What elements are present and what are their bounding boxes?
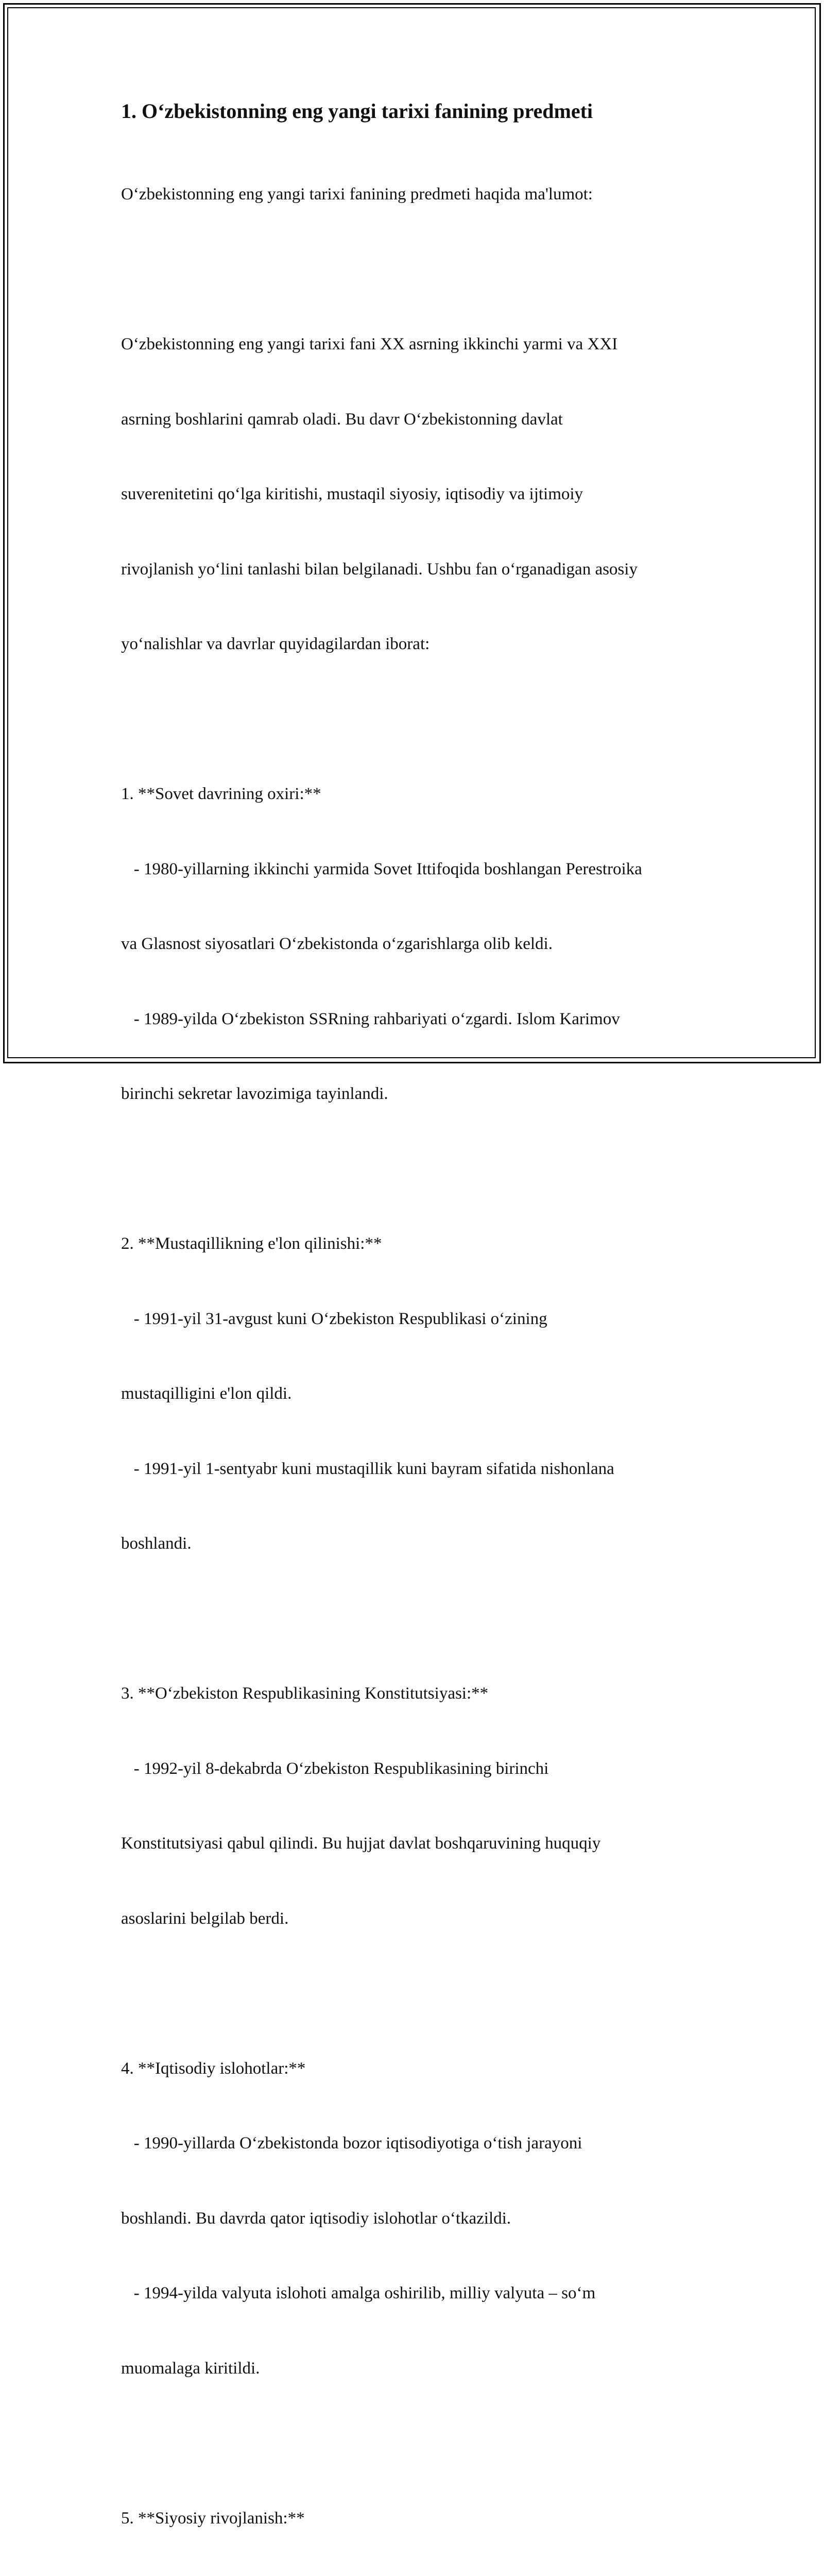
text-line: va Glasnost siyosatlari O‘zbekistonda o‘zgarishlarga olib keldi. — [121, 935, 553, 953]
text-line: 5. **Siyosiy rivojlanish:** — [121, 2509, 305, 2528]
text-line: O‘zbekistonning eng yangi tarixi fanining predmeti haqida ma'lumot: — [121, 185, 593, 204]
text-line: 1. **Sovet davrining oxiri:** — [121, 785, 321, 803]
text-line: - 1991-yil 1-sentyabr kuni mustaqillik kuni bayram sifatida nishonlana — [121, 1459, 614, 1478]
text-line: - 1991-yil 31-avgust kuni O‘zbekiston Respublikasi o‘zining — [121, 1309, 547, 1328]
text-line — [121, 1606, 708, 1632]
text-line: - 1994-yilda valyuta islohoti amalga oshirilib, milliy valyuta – so‘m — [121, 2284, 596, 2302]
text-line: yo‘nalishlar va davrlar quyidagilardan iborat: — [121, 635, 430, 653]
text-line: - 1980-yillarning ikkinchi yarmida Sovet Ittifoqida boshlangan Perestroika — [121, 859, 642, 878]
text-line: birinchi sekretar lavozimiga tayinlandi. — [121, 1084, 388, 1103]
text-line: - 1989-yilda O‘zbekiston SSRning rahbariyati o‘zgardi. Islom Karimov — [121, 1009, 620, 1028]
text-line: - 1992-yil 8-dekabrda O‘zbekiston Respublikasining birinchi — [121, 1759, 549, 1778]
text-line: suverenitetini qo‘lga kiritishi, mustaqil siyosiy, iqtisodiy va ijtimoiy — [121, 485, 583, 503]
text-line: boshlandi. Bu davrda qator iqtisodiy islohotlar o‘tkazildi. — [121, 2209, 511, 2228]
text-line: Konstitutsiyasi qabul qilindi. Bu hujjat davlat boshqaruvining huquqiy — [121, 1834, 601, 1853]
document-body — [121, 132, 708, 2576]
document-content — [121, 98, 708, 2576]
text-line — [121, 257, 708, 282]
text-line: boshlandi. — [121, 1534, 192, 1553]
text-line: muomalaga kiritildi. — [121, 2359, 260, 2378]
text-line: 3. **O‘zbekiston Respublikasining Konstitutsiyasi:** — [121, 1684, 489, 1703]
text-line: - 1990-yillarda O‘zbekistonda bozor iqtisodiyotiga o‘tish jarayoni — [121, 2134, 582, 2153]
document-title: 1. O‘zbekistonning eng yangi tarixi fanining predmeti — [121, 99, 593, 123]
text-line: O‘zbekistonning eng yangi tarixi fani XX asrning ikkinchi yarmi va XXI — [121, 335, 618, 353]
text-line — [121, 2431, 708, 2456]
text-line: mustaqilligini e'lon qildi. — [121, 1384, 292, 1403]
text-line: 2. **Mustaqillikning e'lon qilinishi:** — [121, 1234, 382, 1253]
text-line: 4. **Iqtisodiy islohotlar:** — [121, 2059, 306, 2078]
text-line: asrning boshlarini qamrab oladi. Bu davr O‘zbekistonning davlat — [121, 410, 563, 429]
text-line — [121, 707, 708, 732]
text-line — [121, 1157, 708, 1182]
text-line: asoslarini belgilab berdi. — [121, 1909, 289, 1928]
text-line — [121, 1981, 708, 2006]
text-line: rivojlanish yo‘lini tanlashi bilan belgilanadi. Ushbu fan o‘rganadigan asosiy — [121, 560, 638, 579]
